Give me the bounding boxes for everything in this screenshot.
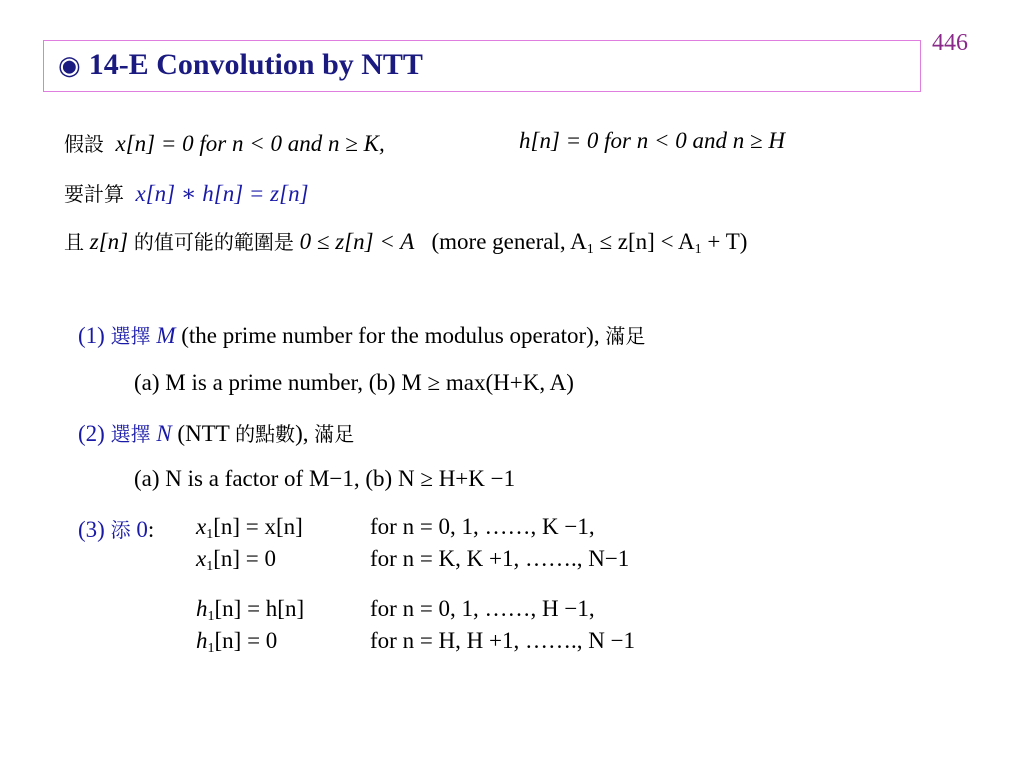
- step-3-colon: :: [147, 517, 155, 542]
- compute-label: 要計算: [64, 182, 124, 206]
- and-label: 且: [64, 230, 84, 254]
- h-condition-line: [519, 128, 785, 154]
- equation-rhs: for n = 0, 1, ……, H −1,: [370, 596, 595, 621]
- equation-lhs: $x_1[n] = x[n]$: [196, 514, 303, 542]
- step-3-number: (3): [78, 517, 105, 542]
- step-2: [78, 418, 354, 447]
- step-2-choose: 選擇: [110, 422, 151, 446]
- z-symbol: z[n]: [89, 229, 129, 254]
- range-label: 的值可能的範圍是: [133, 230, 294, 254]
- equation-lhs: $h_1[n] = 0$: [196, 628, 278, 656]
- equation-rhs: for n = H, H +1, ……., N −1: [370, 628, 636, 653]
- compute-line: [64, 178, 309, 207]
- general-range: (more general, $A_1 \le z[n] < A_1 + T$): [431, 229, 748, 257]
- slide-title: 14-E Convolution by NTT: [88, 48, 423, 81]
- step-1-satisfy: 滿足: [605, 324, 646, 348]
- assumption-line: [64, 128, 385, 157]
- equation-rhs: for n = K, K +1, ……., N−1: [370, 546, 630, 571]
- slide-title-row: [58, 48, 423, 82]
- equation-lhs: $x_1[n] = 0$: [196, 546, 277, 574]
- convolution-formula: x[n] ∗ h[n] = z[n]: [135, 181, 309, 206]
- step-2-number: (2): [78, 421, 105, 446]
- step-3-pad: 添: [110, 518, 131, 542]
- circled-bullet-icon: ◉: [58, 51, 81, 80]
- step-1: [78, 320, 645, 349]
- step-2-points: 的點數: [235, 422, 296, 446]
- range-line: [64, 226, 747, 255]
- step-1-variable: M: [156, 323, 176, 348]
- x-condition: x[n] = 0 for n < 0 and n ≥ K,: [115, 131, 385, 156]
- step-2-ntt: (NTT: [177, 421, 230, 446]
- range-formula: 0 ≤ z[n] < A: [299, 229, 415, 254]
- step-2-close: ),: [295, 421, 309, 446]
- page-number: 446: [932, 30, 968, 56]
- equation-lhs: $h_1[n] = h[n]$: [196, 596, 305, 624]
- step-1-choose: 選擇: [110, 324, 151, 348]
- step-3-zero: 0: [136, 517, 148, 542]
- h-condition: h[n] = 0 for n < 0 and n ≥ H: [519, 128, 786, 153]
- assume-label: 假設: [64, 132, 104, 156]
- step-1-conditions: (a) M is a prime number, (b) M ≥ max(H+K, A): [134, 370, 574, 395]
- step-1-number: (1): [78, 323, 105, 348]
- step-3-label: [78, 514, 154, 543]
- step-2-satisfy: 滿足: [314, 422, 355, 446]
- step-2-conditions: (a) N is a factor of M−1, (b) N ≥ H+K −1: [134, 466, 516, 491]
- step-2-variable: N: [156, 421, 172, 446]
- equation-rhs: for n = 0, 1, ……, K −1,: [370, 514, 595, 539]
- step-1-description: (the prime number for the modulus operator),: [181, 323, 600, 348]
